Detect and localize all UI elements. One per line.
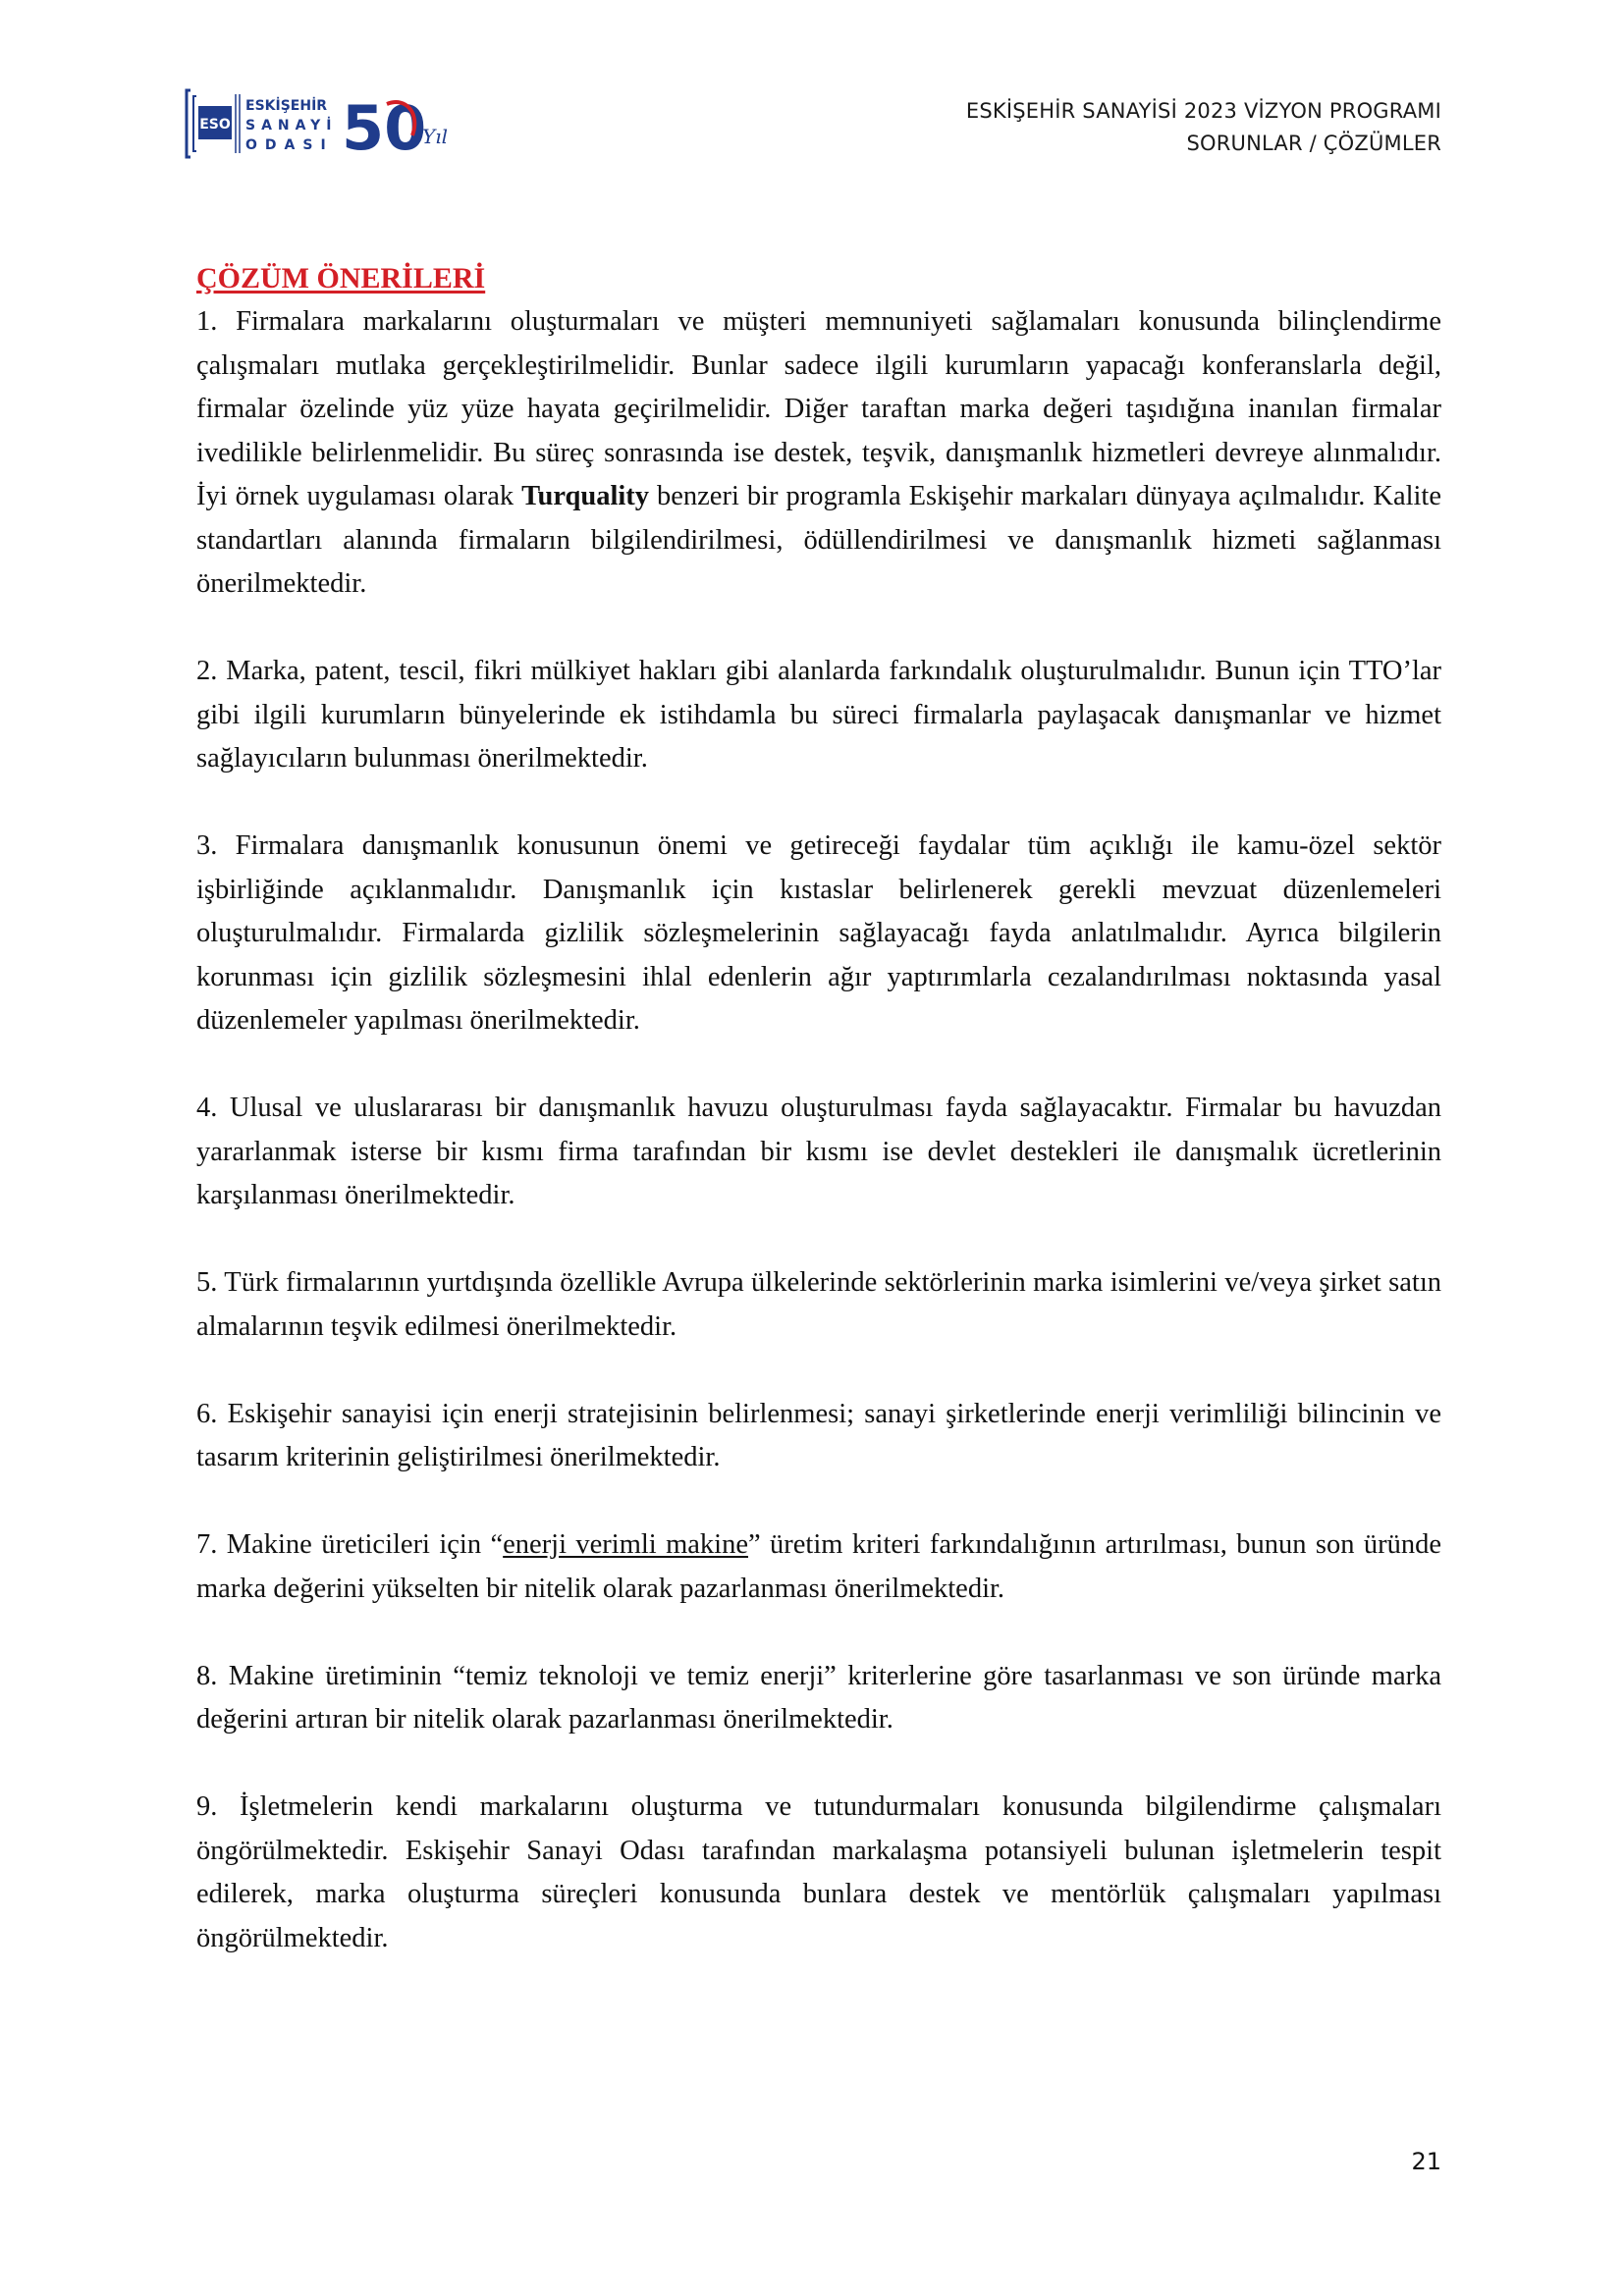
logo-anniversary-number: 50 [342, 92, 427, 163]
paragraph-8: 8. Makine üretiminin “temiz teknoloji ve temiz enerji” kriterlerine göre tasarlanması ve son üründe marka değerini artıran bir nitelik olarak pazarlanması önerilmektedir. [196, 1660, 1441, 1735]
eso-50-year-logo [185, 84, 464, 163]
logo-line3: ODASI [245, 137, 334, 153]
logo-line1: ESKİŞEHİR [245, 98, 328, 114]
paragraph-5: 5. Türk firmalarının yurtdışında özellikle Avrupa ülkelerinde sektörlerinin marka isimlerini ve/veya şirket satın almalarının teşvik edilmesi önerilmektedir. [196, 1267, 1441, 1342]
running-header [966, 95, 1441, 160]
paragraph-3: 3. Firmalara danışmanlık konusunun önemi ve getireceği faydalar tüm açıklığı ile kamu-özel sektör işbirliğinde açıklanmalıdır. Danışmanlık için kıstaslar belirlenerek gerekli mevzuat düzenlemeleri oluşturulmalıdır. Firmalarda gizlilik sözleşmelerinin sağlayacağı fayda anlatılmalıdır. Ayrıca bilgilerin korunması için gizlilik sözleşmesini ihlal edenlerin ağır yaptırımlarla cezalandırılması noktasında yasal düzenlemeler yapılması önerilmektedir. [196, 830, 1441, 1036]
header-program-title: ESKİŞEHİR SANAYİSİ 2023 VİZYON PROGRAMI [965, 99, 1441, 123]
turquality-bold: Turquality [521, 481, 650, 511]
paragraph-6: 6. Eskişehir sanayisi için enerji stratejisinin belirlenmesi; sanayi şirketlerinde enerji verimliliği bilincinin ve tasarım kriterinin geliştirilmesi önerilmektedir. [196, 1398, 1441, 1472]
paragraph-1-text-cont: benzeri bir programla Eskişehir markaları dünyaya açılmalıdır. Kalite standartları alanında firmaların bilgilendirilmesi, ödüllendirilmesi ve danışmanlık hizmeti sağlanması önerilmektedir. [196, 481, 1441, 599]
page-number: 21 [1411, 2148, 1441, 2175]
logo-yil-text: Yıl [422, 125, 448, 148]
paragraph-2: 2. Marka, patent, tescil, fikri mülkiyet hakları gibi alanlarda farkındalık oluşturulmalıdır. Bunun için TTO’lar gibi ilgili kurumların bünyelerinde ek istihdamla bu süreci firmalarla paylaşacak danışmanlar ve hizmet sağlayıcıların bulunması önerilmektedir. [196, 656, 1441, 774]
section-title: ÇÖZÜM ÖNERİLERİ [196, 262, 486, 294]
header-section-title: SORUNLAR / ÇÖZÜMLER [1186, 132, 1441, 155]
energy-efficient-machine-underlined: enerji verimli makine [503, 1529, 748, 1560]
paragraph-1-text: 1. Firmalara markalarını oluşturmaları ve müşteri memnuniyeti sağlamaları konusunda bilinçlendirme çalışmaları mutlaka gerçekleştirilmelidir. Bunlar sadece ilgili kurumların yapacağı konferanslarla değil, firmalar özelinde yüz yüze hayata geçirilmelidir. Diğer taraftan marka değeri taşıdığına inanılan firmalar ivedilikle belirlenmelidir. Bu süreç sonrasında ise destek, teşvik, danışmanlık hizmetleri devreye alınmalıdır. İyi örnek uygulaması olarak [196, 306, 1441, 511]
paragraph-4: 4. Ulusal ve uluslararası bir danışmanlık havuzu oluşturulması fayda sağlayacaktır. Firmalar bu havuzdan yararlanmak isterse bir kısmı firma tarafından bir kısmı ise devlet destekleri ile danışmalık ücretlerinin karşılanması önerilmektedir. [196, 1093, 1441, 1210]
document-body [196, 257, 1441, 2004]
paragraph-7-text: 7. Makine üreticileri için “ [196, 1529, 504, 1560]
logo-eso-text: ESO [199, 117, 231, 133]
paragraph-7-text-cont: ” üretim kriteri farkındalığının artırılması, bunun son üründe marka değerini yükselten bir nitelik olarak pazarlanması önerilmektedir. [196, 1529, 1441, 1604]
logo-line2: SANAYİ [245, 118, 338, 133]
paragraph-1 [196, 300, 1441, 607]
paragraph-7 [196, 1523, 1441, 1611]
paragraph-9: 9. İşletmelerin kendi markalarını oluşturma ve tutundurmaları konusunda bilgilendirme çalışmaları öngörülmektedir. Eskişehir Sanayi Odası tarafından markalaşma potansiyeli bulunan işletmelerin tespit edilerek, marka oluşturma süreçleri konusunda bunlara destek ve mentörlük çalışmaları yapılması öngörülmektedir. [196, 1791, 1441, 1953]
